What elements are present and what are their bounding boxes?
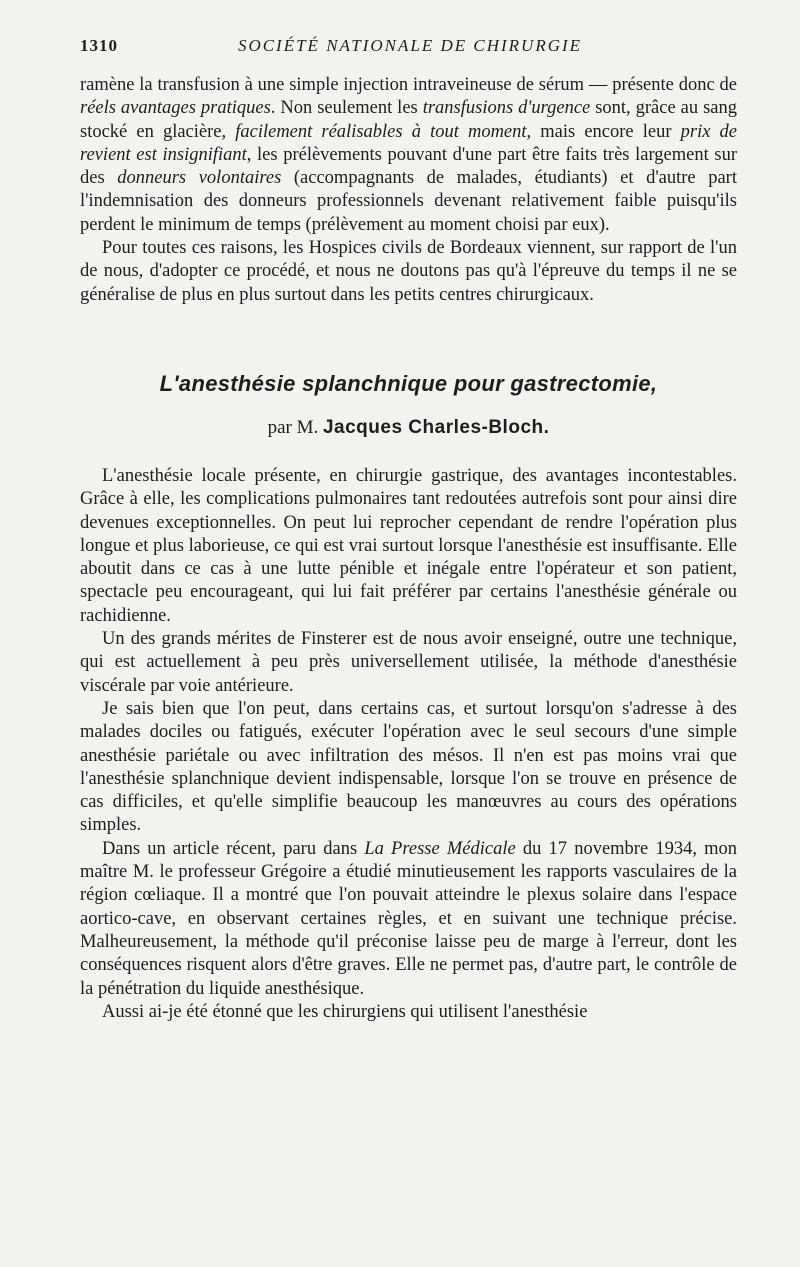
section-spacer [80, 441, 737, 465]
text-run: sont, grâce au sang stocké en glacière, [80, 98, 737, 142]
italic-run: facilement réalisables à tout moment [235, 121, 527, 142]
page-body [80, 74, 737, 1024]
article-title: L'anesthésie splanchnique pour gastrectomie, [159, 370, 658, 396]
text-run: (accompagnants de malades, étudiants) et d'autre part l'indemnisation des donneurs professionnels devenant relativement faible puisqu'ils perdent le minimum de temps (prélèvement au moment choisi par eux). [80, 168, 737, 235]
running-title: SOCIÉTÉ NATIONALE DE CHIRURGIE [237, 36, 583, 55]
intro-paragraph-2: Pour toutes ces raisons, les Hospices civils de Bordeaux viennent, sur rapport de l'un de nous, d'adopter ce procédé, et nous ne doutons pas qu'à l'épreuve du temps il ne se généralise de plus en plus surtout dans les petits centres chirurgicaux. [80, 238, 737, 305]
article-paragraph-2: Un des grands mérites de Finsterer est de nous avoir enseigné, outre une technique, qui est actuellement à peu près universellement utilisée, la méthode d'anesthésie viscérale par voie antérieure. [80, 629, 737, 696]
article-paragraph-4 [80, 838, 737, 1001]
journal-title: La Presse Médicale [364, 838, 516, 859]
author-name: Jacques Charles-Bloch. [322, 416, 550, 438]
text-run: , les prélèvements pouvant d'une part être faits très largement sur des [80, 144, 737, 189]
italic-run: donneurs volontaires [117, 168, 282, 189]
intro-paragraph-1 [80, 74, 737, 237]
italic-run: transfusions d'urgence [422, 98, 591, 119]
italic-run: prix de revient est insignifiant [80, 121, 737, 165]
italic-run: réels avantages pratiques [80, 98, 271, 119]
article-paragraph-3: Je sais bien que l'on peut, dans certains cas, et surtout lorsqu'on s'adresse à des malades dociles ou fatigués, exécuter l'opération avec le seul secours d'une simple anesthésie pariétale ou avec infiltration des mésos. Il n'en est pas moins vrai que l'anesthésie splanchnique devient indispensable, lorsque l'on se trouve en présence de cas difficiles, et qu'elle simplifie beaucoup les manœuvres au cours des opérations simples. [80, 698, 737, 836]
text-run: . Non seulement les [270, 98, 423, 119]
text-run: , mais encore leur [526, 121, 681, 142]
article-byline [80, 415, 737, 441]
text-run: ramène la transfusion à une simple injection intraveineuse de sérum — présente donc de [80, 75, 737, 95]
article-paragraph-5: Aussi ai-je été étonné que les chirurgiens qui utilisent l'anesthésie [102, 1001, 588, 1022]
article-paragraph-1: L'anesthésie locale présente, en chirurgie gastrique, des avantages incontestables. Grâce à elle, les complications pulmonaires tant redoutées autrefois sont pour ainsi dire devenues exceptionnelles. On peut lui reprocher cependant de rendre l'opération plus longue et plus laborieuse, ce qui est vrai surtout lorsque l'anesthésie est insuffisante. Elle aboutit dans ce cas à une lutte pénible et inégale entre l'opérateur et son patient, spectacle peu encourageant, qui lui fait préférer par certains l'anesthésie générale ou rachidienne. [80, 465, 737, 626]
text-run: du 17 novembre 1934, mon maître M. le professeur Grégoire a étudié minutieusement les rapports vasculaires de la région cœliaque. Il a montré que l'on pouvait atteindre le plexus solaire dans l'espace aortico-cave, en observant certaines règles, et en suivant une technique précise. Malheureusement, la méthode qu'il préconise laisse peu de marge à l'erreur, dont les conséquences risquent alors d'être graves. Elle ne permet pas, d'autre part, le contrôle de la pénétration du liquide anesthésique. [80, 838, 738, 999]
page-header [80, 36, 740, 60]
page-number: 1310 [80, 36, 118, 55]
byline-prefix: par M. [267, 416, 319, 438]
text-run: Dans un article récent, paru dans [102, 838, 365, 859]
